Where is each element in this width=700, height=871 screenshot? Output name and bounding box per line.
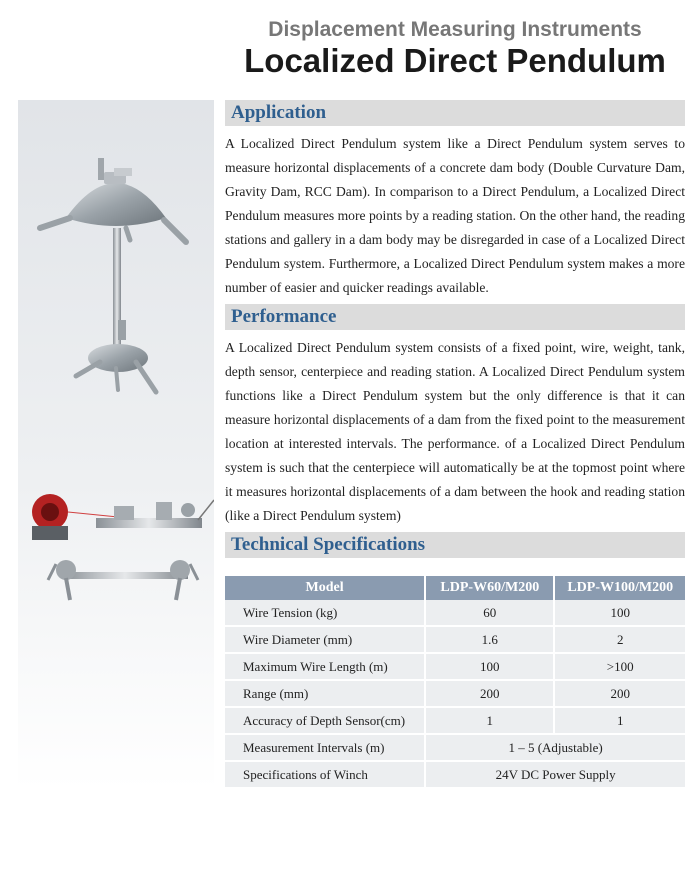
spec-label: Accuracy of Depth Sensor(cm) [225, 707, 425, 734]
spec-label: Range (mm) [225, 680, 425, 707]
column-header-model: Model [225, 576, 425, 600]
table-row [225, 626, 685, 653]
pendulum-illustration [18, 100, 214, 790]
specs-heading: Technical Specifications [225, 532, 685, 558]
spec-label: Maximum Wire Length (m) [225, 653, 425, 680]
table-row [225, 653, 685, 680]
table-row [225, 734, 685, 761]
page-supertitle: Displacement Measuring Instruments [268, 18, 642, 41]
spec-label: Specifications of Winch [225, 761, 425, 788]
spec-value: 1 [554, 707, 685, 734]
application-text: A Localized Direct Pendulum system like a Direct Pendulum system serves to measure horizontal displacements of a concrete dam body (Double Curvature Dam, Gravity Dam, RCC Dam). In comparison to a Direct Pendulum, a Localized Direct Pendulum measures more points by a reading station. On the other hand, the reading stations and gallery in a dam body may be disregarded in case of a Localized Direct Pendulum system. Furthermore, a Localized Direct Pendulum system makes a more number of easier and quicker readings available. [225, 136, 685, 295]
specs-table [225, 576, 685, 789]
spec-label: Measurement Intervals (m) [225, 734, 425, 761]
column-header-ldp-w100: LDP-W100/M200 [554, 576, 685, 600]
page-title: Localized Direct Pendulum [244, 42, 666, 79]
table-row [225, 680, 685, 707]
spec-label: Wire Tension (kg) [225, 600, 425, 626]
spec-value: 2 [554, 626, 685, 653]
table-row [225, 600, 685, 626]
column-header-ldp-w60: LDP-W60/M200 [425, 576, 554, 600]
spec-value: 1 – 5 (Adjustable) [425, 734, 685, 761]
reading-station-base-icon [76, 344, 156, 392]
main-content [225, 100, 685, 789]
centerpiece-bar-icon [48, 560, 198, 600]
specs-table-header-row [225, 576, 685, 600]
spec-value: 60 [425, 600, 554, 626]
spec-value: 200 [554, 680, 685, 707]
performance-heading: Performance [225, 304, 685, 330]
spec-value: 200 [425, 680, 554, 707]
spec-value: 1 [425, 707, 554, 734]
spec-value: 24V DC Power Supply [425, 761, 685, 788]
reading-station-track-icon [96, 500, 214, 528]
product-photo-panel [18, 100, 214, 790]
spec-value: 1.6 [425, 626, 554, 653]
application-heading: Application [225, 100, 685, 126]
spec-value: 100 [554, 600, 685, 626]
performance-text: A Localized Direct Pendulum system consists of a fixed point, wire, weight, tank, depth sensor, centerpiece and reading station. A Localized Direct Pendulum system functions like a Direct Pendulum system but the only difference is that it can measure horizontal displacements of a dam from the fixed point to the measurement location at interested intervals. The performance. of a Localized Direct Pendulum system is such that the centerpiece will automatically be at the topmost point where it measures horizontal displacements of a dam between the hook and reading station (like a Direct Pendulum system) [225, 340, 685, 523]
spec-label: Wire Diameter (mm) [225, 626, 425, 653]
spec-value: 100 [425, 653, 554, 680]
table-row [225, 707, 685, 734]
spec-value: >100 [554, 653, 685, 680]
winch-icon [32, 494, 128, 540]
table-row [225, 761, 685, 788]
